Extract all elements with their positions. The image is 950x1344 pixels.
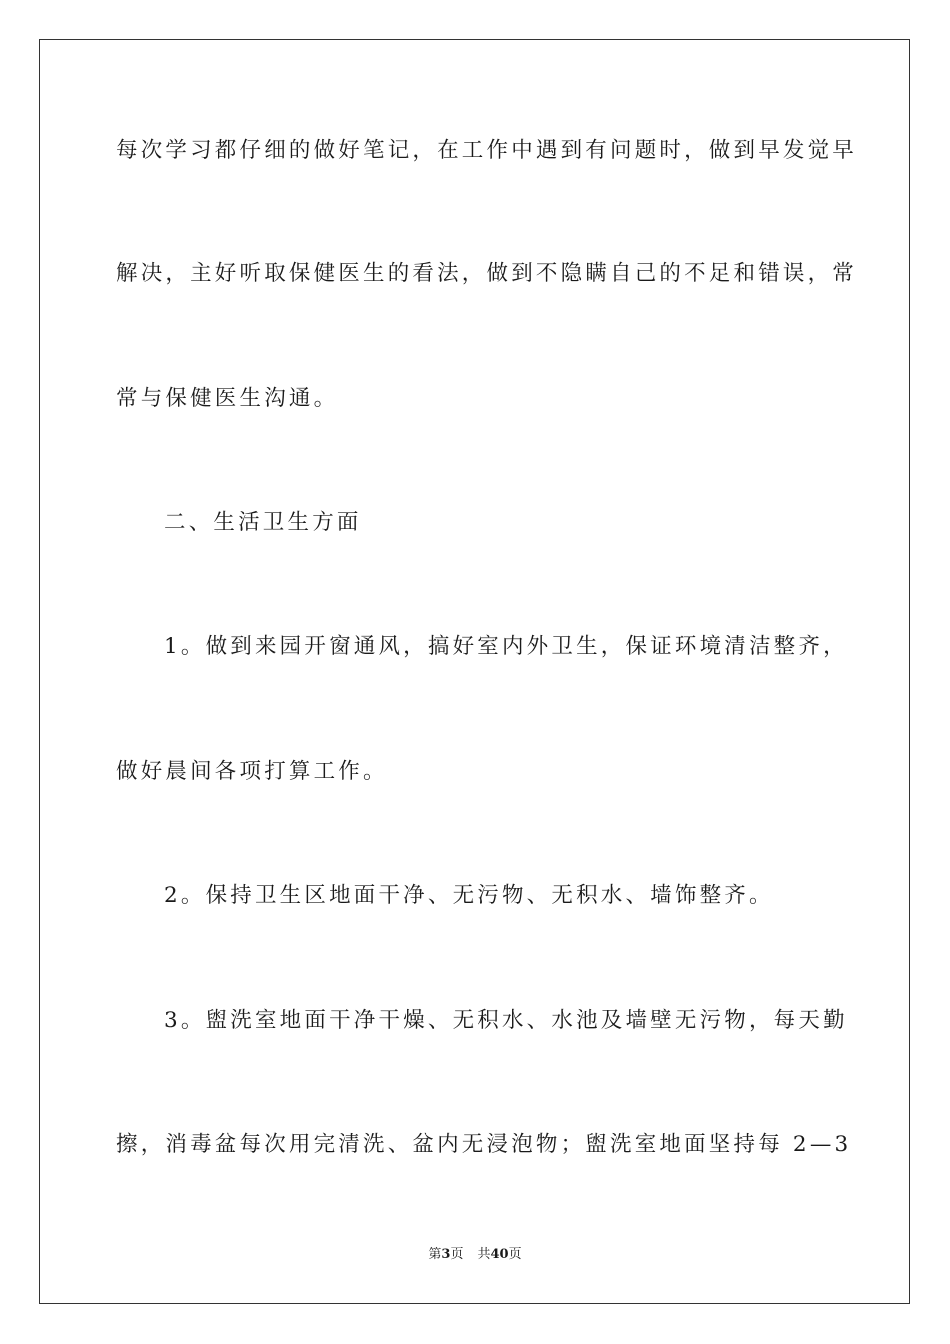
body-text-line-7: 3。盥洗室地面干净干燥、无积水、水池及墙壁无污物，每天勤: [164, 1008, 848, 1033]
body-text-line-8: 擦，消毒盆每次用完清洗、盆内无浸泡物；盥洗室地面坚持每 2—3: [116, 1132, 852, 1157]
body-text-line-2: 解决，主好听取保健医生的看法，做到不隐瞒自己的不足和错误，常: [116, 261, 858, 286]
footer-page-suffix: 页: [450, 1247, 464, 1262]
page-frame: [39, 39, 910, 1304]
footer-page-prefix: 第: [428, 1247, 442, 1262]
footer-total-prefix: 共: [477, 1247, 491, 1262]
body-text-line-5: 做好晨间各项打算工作。: [116, 759, 388, 784]
footer-page-number: 3: [441, 1247, 451, 1262]
section-heading: 二、生活卫生方面: [164, 510, 362, 535]
page-footer: [0, 1246, 950, 1264]
footer-total-suffix: 页: [508, 1247, 522, 1262]
body-text-line-6: 2。保持卫生区地面干净、无污物、无积水、墙饰整齐。: [164, 883, 774, 908]
body-text-line-1: 每次学习都仔细的做好笔记，在工作中遇到有问题时，做到早发觉早: [116, 138, 858, 163]
footer-total-pages: 40: [490, 1247, 509, 1262]
body-text-line-4: 1。做到来园开窗通风，搞好室内外卫生，保证环境清洁整齐，: [164, 634, 848, 659]
body-text-line-3: 常与保健医生沟通。: [116, 386, 339, 411]
